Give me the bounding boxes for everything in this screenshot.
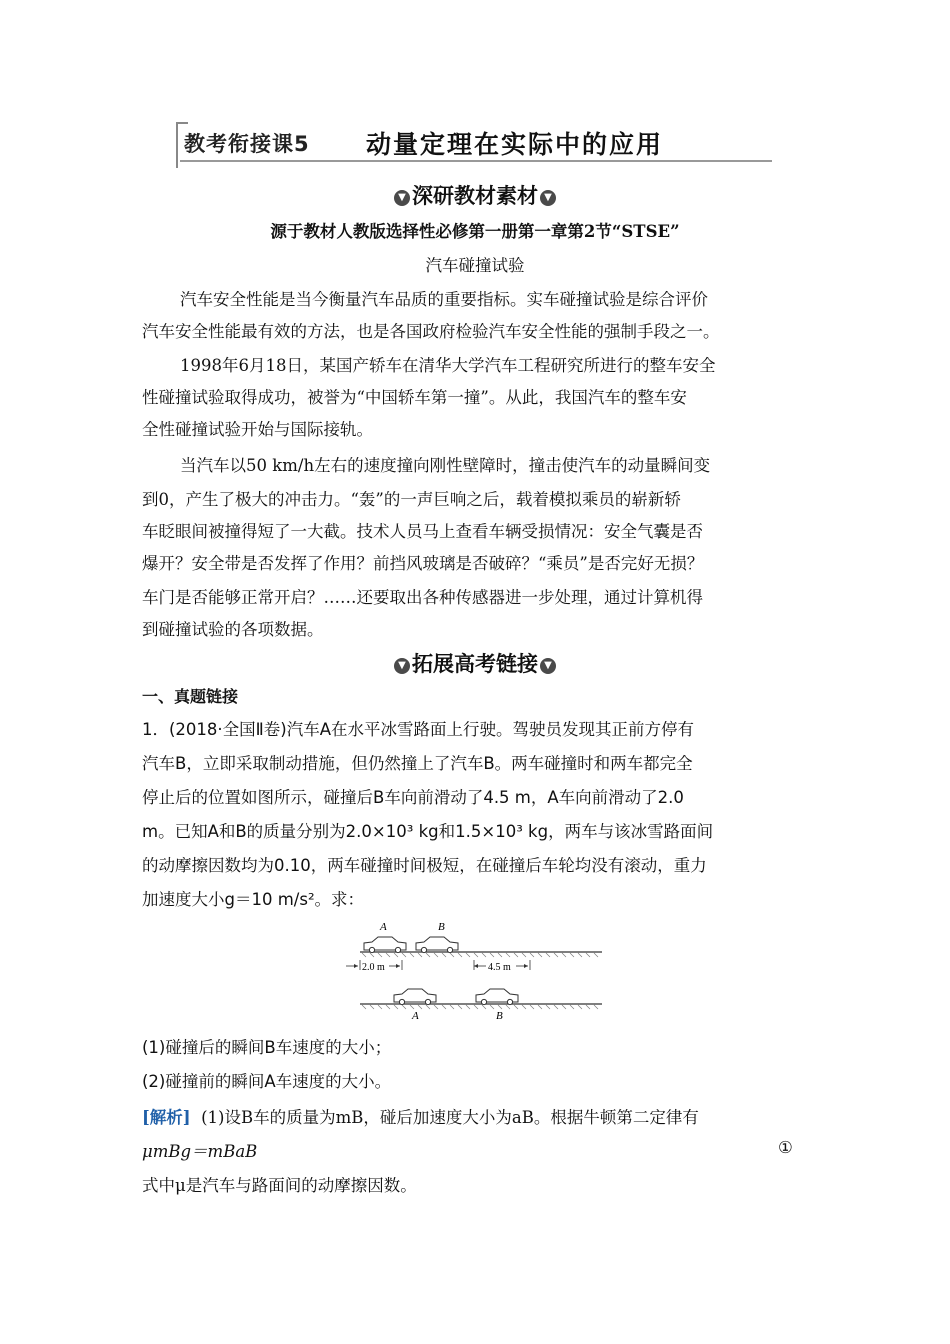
chevron-down-icon: ▼ xyxy=(540,190,556,206)
lesson-header xyxy=(176,120,776,168)
solution-text: (1)设B车的质量为mB，碰后加速度大小为aB。根据牛顿第二定律有 xyxy=(201,1108,699,1127)
arrow-head xyxy=(474,964,478,968)
equation: μmBg＝mBaB xyxy=(142,1142,258,1161)
paragraph-line: 到0，产生了极大的冲击力。“轰”的一声巨响之后，载着模拟乘员的崭新轿 xyxy=(142,490,681,509)
paragraph-line: 车门是否能够正常开启？……还要取出各种传感器进一步处理，通过计算机得 xyxy=(142,588,703,607)
label-b-bottom: B xyxy=(496,1010,503,1022)
solution-line xyxy=(142,1104,699,1128)
problem-line: 1．(2018·全国Ⅱ卷)汽车A在水平冰雪路面上行驶。驾驶员发现其正前方停有 xyxy=(142,720,695,739)
paragraph-line: 车眨眼间被撞得短了一大截。技术人员马上查看车辆受损情况：安全气囊是否 xyxy=(142,522,703,541)
section-title: 拓展高考链接 xyxy=(412,652,538,676)
road-hatch xyxy=(362,1005,598,1009)
car-a-icon xyxy=(364,937,406,953)
paragraph-line: 到碰撞试验的各项数据。 xyxy=(142,620,324,639)
arrow-head xyxy=(396,964,400,968)
section-textbook xyxy=(0,180,950,210)
problem-line: 的动摩擦因数均为0.10，两车碰撞时间极短，在碰撞后车轮均没有滚动，重力 xyxy=(142,856,707,875)
paragraph-line: 全性碰撞试验开始与国际接轨。 xyxy=(142,420,373,439)
label-b-top: B xyxy=(438,921,445,933)
paragraph-line: 汽车安全性能是当今衡量汽车品质的重要指标。实车碰撞试验是综合评价 xyxy=(180,290,708,309)
paragraph-line: 爆开？安全带是否发挥了作用？前挡风玻璃是否破碎？“乘员”是否完好无损？ xyxy=(142,554,704,573)
chevron-down-icon: ▼ xyxy=(394,190,410,206)
section-title: 深研教材素材 xyxy=(412,184,538,208)
label-a-top: A xyxy=(380,921,387,933)
subsection-heading: 一、真题链接 xyxy=(142,687,239,706)
car-b-icon xyxy=(416,937,458,953)
problem-line: 加速度大小g＝10 m/s²。求： xyxy=(142,890,365,909)
collision-figure xyxy=(340,916,610,1022)
problem-line: 停止后的位置如图所示，碰撞后B车向前滑动了4.5 m，A车向前滑动了2.0 xyxy=(142,788,684,807)
section-exam-link xyxy=(0,648,950,678)
paragraph-line: 性碰撞试验取得成功，被誉为“中国轿车第一撞”。从此，我国汽车的整车安 xyxy=(142,388,687,407)
paragraph-line: 汽车安全性能最有效的方法，也是各国政府检验汽车安全性能的强制手段之一。 xyxy=(142,322,720,341)
solution-tag: [解析] xyxy=(142,1108,191,1127)
road-hatch xyxy=(362,953,598,957)
chevron-down-icon: ▼ xyxy=(394,658,410,674)
source-line: 源于教材人教版选择性必修第一册第一章第2节“STSE” xyxy=(270,222,680,241)
paragraph-line: 1998年6月18日，某国产轿车在清华大学汽车工程研究所进行的整车安全 xyxy=(180,356,716,375)
equation-number: ① xyxy=(778,1138,793,1157)
question-2: (2)碰撞前的瞬间A车速度的大小。 xyxy=(142,1072,392,1091)
distance-a-label: 2.0 m xyxy=(362,962,385,973)
car-b-icon xyxy=(476,989,518,1005)
lesson-number: 教考衔接课5 xyxy=(184,132,310,156)
paragraph-line: 当汽车以50 km/h左右的速度撞向刚性壁障时，撞击使汽车的动量瞬间变 xyxy=(180,456,711,475)
arrow-head xyxy=(524,964,528,968)
distance-b-label: 4.5 m xyxy=(488,962,511,973)
solution-line: 式中μ是汽车与路面间的动摩擦因数。 xyxy=(142,1176,417,1195)
problem-line: m。已知A和B的质量分别为2.0×10³ kg和1.5×10³ kg，两车与该冰雪路面间 xyxy=(142,822,714,841)
car-a-icon xyxy=(394,989,436,1005)
arrow-head xyxy=(354,964,358,968)
article-title: 汽车碰撞试验 xyxy=(425,256,525,275)
label-a-bottom: A xyxy=(412,1010,419,1022)
chevron-down-icon: ▼ xyxy=(540,658,556,674)
lesson-title: 动量定理在实际中的应用 xyxy=(366,130,664,159)
problem-line: 汽车B，立即采取制动措施，但仍然撞上了汽车B。两车碰撞时和两车都完全 xyxy=(142,754,693,773)
question-1: (1)碰撞后的瞬间B车速度的大小； xyxy=(142,1038,392,1057)
